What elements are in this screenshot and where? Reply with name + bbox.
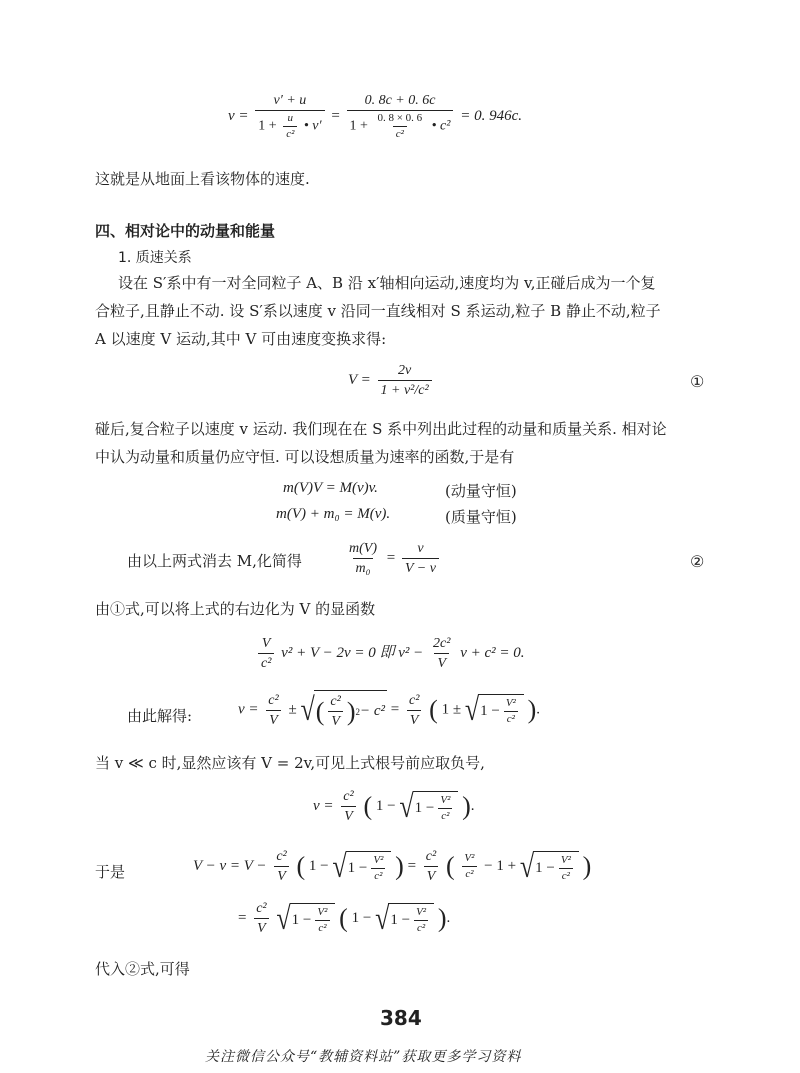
section-heading: 四、相对论中的动量和能量 [95, 222, 276, 240]
equation-solution: v = $\frac{\text{c²}}{V}$ ± √ ( $\frac{\text{c²}}{V}$ ) 2 − c² = $\frac{\text{c²}}{V}$ ( 1 ± √ 1 − $\frac{\text{V²}}{\text{c²}}$ ). [238, 691, 541, 729]
thus-lead-text: 于是 [95, 863, 126, 881]
page-number: 384 [380, 1006, 422, 1030]
paragraph-line: 碰后,复合粒子以速度 v 运动. 我们现在在 S 系中列出此过程的动量和质量关系. 相对论 [95, 420, 667, 438]
momentum-conservation-eq: m(V)V = M(v)v. [283, 480, 378, 496]
momentum-conservation-note: (动量守恒) [445, 482, 517, 500]
subsection-heading: 1. 质速关系 [118, 250, 192, 266]
mass-conservation-note: (质量守恒) [445, 508, 517, 526]
paragraph-line: A 以速度 V 运动,其中 V 可由速度变换求得: [95, 330, 387, 348]
paragraph-ground-speed: 这就是从地面上看该物体的速度. [95, 170, 310, 188]
equation-2: $\frac{m(V)}{\text{m₀}}$ = $\frac{v}{V - v}$ [343, 540, 442, 577]
equation-1: V = $\frac{2v}{\text{1 + v²/c²}}$ [348, 362, 435, 399]
eq2-lead-text: 由以上两式消去 M,化简得 [127, 552, 302, 570]
paragraph-explicit-function: 由①式,可以将上式的右边化为 V 的显函数 [95, 600, 376, 618]
equation-quadratic: $\frac{V}{\text{c²}}$ v² + V − 2v = 0 即 v² − $\frac{\text{2c²}}{V}$ v + c² = 0. [255, 635, 525, 672]
solve-lead-text: 由此解得: [127, 707, 193, 725]
equation-number: ① [690, 372, 705, 391]
equation-thus-line2: = $\frac{\text{c²}}{V}$ √ 1 − $\frac{\text{V²}}{\text{c²}}$ ( 1 − √ 1 − $\frac{\text{V²}}{\text{c²}}$ ). [238, 899, 451, 936]
paragraph-negative-sign: 当 v ≪ c 时,显然应该有 V = 2v,可见上式根号前应取负号, [95, 754, 485, 772]
equation-velocity-result: v = v′ + u 1 + $\frac{u}{\text{c²}}$ • v′ = 0. 8c + 0. 6c 1 + $\frac{0. 8 \times 0. 6}{\text{c²}}$ • c² = 0. 946c. [228, 93, 522, 140]
footer-watermark-text: 关注微信公众号“教辅资料站”获取更多学习资料 [205, 1049, 522, 1065]
equation-thus-line1: V − v = V − $\frac{\text{c²}}{V}$ ( 1 − √ 1 − $\frac{\text{V²}}{\text{c²}}$ ) = $\frac{\text{c²}}{V}$ ( $\frac{\text{V²}}{\text{c²}}$ − 1 + √ 1 − $\frac{\text{V²}}{\text{c²}}$ ) [193, 847, 592, 884]
paragraph-line: 合粒子,且静止不动. 设 S′系以速度 v 沿同一直线相对 S 系运动,粒子 B 静止不动,粒子 [95, 302, 661, 320]
paragraph-line: 设在 S′系中有一对全同粒子 A、B 沿 x′轴相向运动,速度均为 v,正碰后成为一个复 [118, 274, 656, 292]
paragraph-line: 中认为动量和质量仍应守恒. 可以设想质量为速率的函数,于是有 [95, 448, 515, 466]
equation-number: ② [690, 552, 705, 571]
paragraph-substitute: 代入②式,可得 [95, 960, 190, 978]
mass-conservation-eq: m(V) + m₀ = M(v). [276, 506, 391, 522]
equation-v: v = $\frac{\text{c²}}{V}$ ( 1 − √ 1 − $\frac{\text{V²}}{\text{c²}}$ ). [313, 787, 475, 824]
